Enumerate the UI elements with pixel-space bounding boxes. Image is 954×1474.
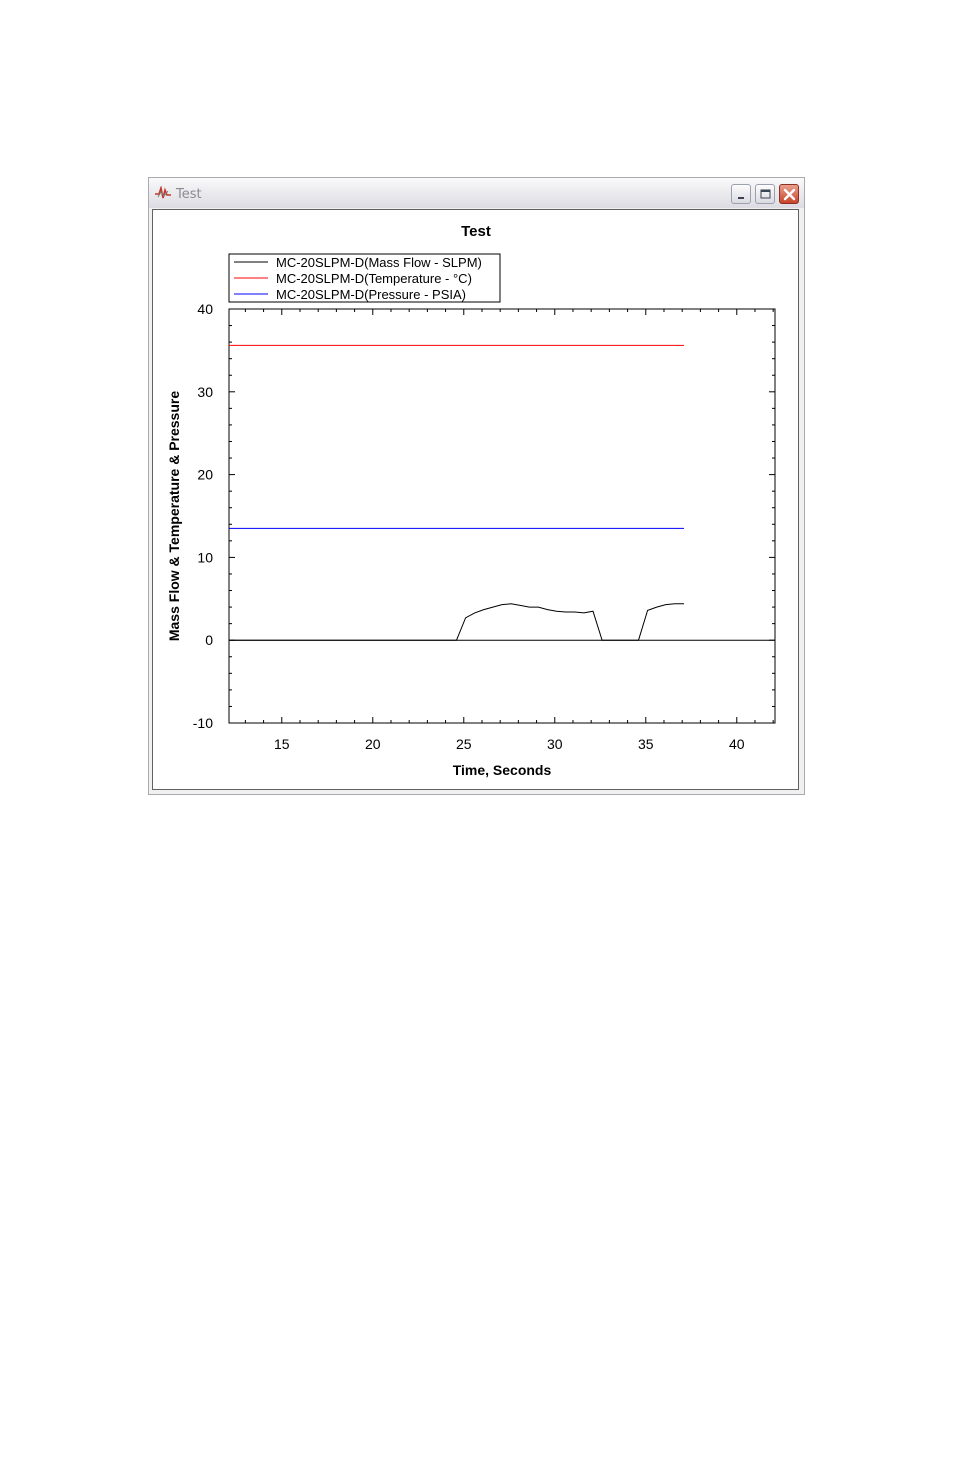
y-tick-label: 20 [197,466,213,483]
maximize-button[interactable] [755,184,775,204]
x-tick-label: 30 [546,736,563,752]
chart-signal-icon [155,186,171,200]
chart-window [148,177,805,795]
y-tick-label: 10 [197,549,213,566]
legend-label: MC-20SLPM-D(Mass Flow - SLPM) [276,255,482,270]
y-tick-label: -10 [192,715,213,731]
y-tick-label: 30 [197,383,213,400]
title-bar[interactable] [149,178,804,208]
minimize-button[interactable] [731,184,751,204]
legend-label: MC-20SLPM-D(Pressure - PSIA) [276,287,466,302]
plot-frame [229,309,775,723]
y-tick-label: 0 [205,632,213,649]
y-axis-label: Mass Flow & Temperature & Pressure [166,390,182,642]
x-axis-label: Time, Seconds [452,762,552,778]
legend-label: MC-20SLPM-D(Temperature - °C) [276,271,472,286]
close-button[interactable] [779,184,799,204]
x-tick-label: 15 [273,736,290,752]
chart-area [152,209,799,790]
axis-tick-labels [193,301,745,752]
y-tick-label: 40 [197,301,213,317]
series-lines [229,345,684,640]
minimize-icon [732,185,752,205]
x-tick-label: 20 [364,736,381,752]
x-tick-label: 40 [728,736,745,752]
axis-ticks [229,309,775,723]
line-chart [153,210,798,789]
close-icon [780,185,800,205]
chart-title: Test [461,223,491,240]
maximize-icon [756,185,776,205]
series-line-0 [229,604,684,640]
x-tick-label: 25 [455,736,472,752]
window-title: Test [176,187,202,202]
x-tick-label: 35 [637,736,654,752]
